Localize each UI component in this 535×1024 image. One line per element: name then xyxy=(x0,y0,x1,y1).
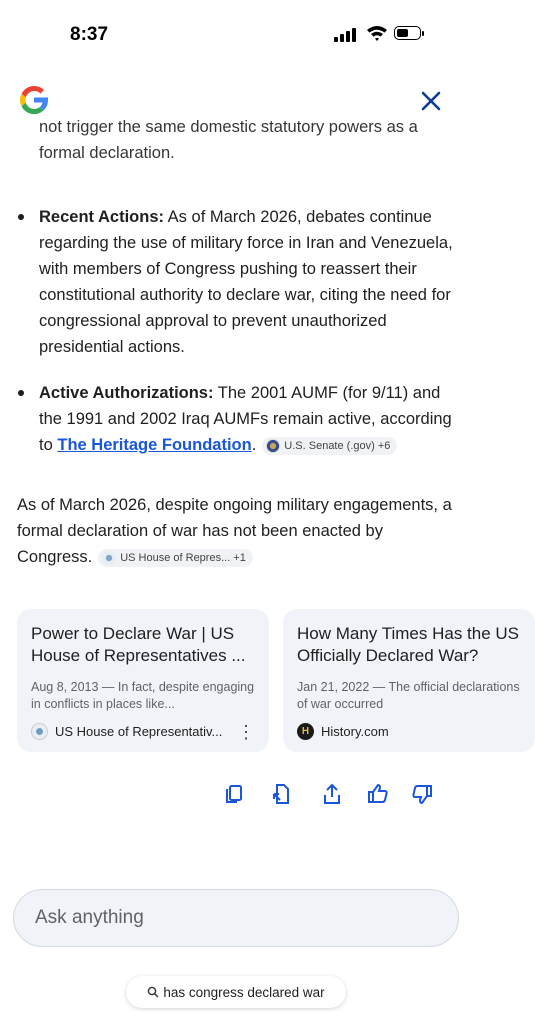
card-snippet: Jan 21, 2022 — The official declarations of war occurred xyxy=(297,680,520,711)
card-source xyxy=(31,723,255,740)
source-card[interactable] xyxy=(283,609,535,752)
bullet-active-authorizations xyxy=(0,380,472,458)
thumbs-down-icon[interactable] xyxy=(410,782,434,806)
heritage-foundation-link[interactable]: The Heritage Foundation xyxy=(57,436,252,454)
copy-icon[interactable] xyxy=(222,782,246,806)
card-source xyxy=(297,723,521,740)
export-doc-icon[interactable] xyxy=(270,782,294,806)
summary-chip-label: US House of Repres... +1 xyxy=(120,551,246,564)
ask-input[interactable] xyxy=(13,889,459,947)
card-title: How Many Times Has the US Officially Declared War? xyxy=(297,624,520,665)
answer-bullets xyxy=(0,204,472,478)
bullet-text: The 2001 AUMF (for 9/11) and the 1991 and 2002 Iraq AUMFs remain active, according to xyxy=(39,384,452,454)
status-bar xyxy=(0,0,472,70)
card-source-name: US House of Representativ... xyxy=(55,724,223,739)
bullet-title: Active Authorizations: xyxy=(39,384,214,402)
bullet-text-end: . xyxy=(251,436,257,454)
card-snippet: Aug 8, 2013 — In fact, despite engaging in conflicts in places like... xyxy=(31,680,255,711)
source-chip-label: U.S. Senate (.gov) +6 xyxy=(284,439,391,452)
continued-paragraph xyxy=(39,114,459,166)
search-query-text: has congress declared war xyxy=(163,984,325,1000)
thumbs-up-icon[interactable] xyxy=(366,782,390,806)
more-options-icon[interactable]: ⋮ xyxy=(237,721,255,742)
source-chip[interactable] xyxy=(262,437,397,455)
ai-answer-content[interactable] xyxy=(0,118,520,894)
ask-placeholder: Ask anything xyxy=(35,907,144,928)
bullet-recent-actions xyxy=(0,204,472,360)
close-icon xyxy=(420,90,442,112)
partial-text: not trigger the same domestic statutory powers as a formal declaration. xyxy=(39,118,418,162)
summary-paragraph xyxy=(17,492,457,570)
source-cards-carousel[interactable] xyxy=(17,609,520,754)
bullet-text: As of March 2026, debates continue regarding the use of military force in Iran and Venezuela, with members of Congress pushing to reassert their constitutional authority to declare war, citing the need for congressional approval to prevent unauthorized presidential actions. xyxy=(39,208,453,356)
card-title: Power to Declare War | US House of Representatives ... xyxy=(31,624,246,665)
google-logo-icon[interactable] xyxy=(16,82,52,118)
status-time: 8:37 xyxy=(70,24,109,45)
bullet-title: Recent Actions: xyxy=(39,208,164,226)
card-source-name: History.com xyxy=(321,724,389,739)
cellular-signal-icon xyxy=(334,28,356,42)
house-seal-icon xyxy=(102,551,116,565)
source-card[interactable] xyxy=(17,609,269,752)
history-h-icon: H xyxy=(297,723,314,740)
answer-actions xyxy=(222,782,442,806)
share-icon[interactable] xyxy=(320,782,344,806)
battery-icon xyxy=(394,26,426,42)
summary-source-chip[interactable] xyxy=(98,549,253,567)
search-icon xyxy=(147,986,159,998)
summary-text: As of March 2026, despite ongoing military engagements, a formal declaration of war has not been enacted by Congress. xyxy=(17,496,452,566)
search-query-pill[interactable] xyxy=(126,976,346,1008)
senate-seal-icon xyxy=(266,439,280,453)
wifi-icon xyxy=(366,24,388,42)
house-seal-icon xyxy=(31,723,48,740)
close-button[interactable] xyxy=(414,84,448,118)
